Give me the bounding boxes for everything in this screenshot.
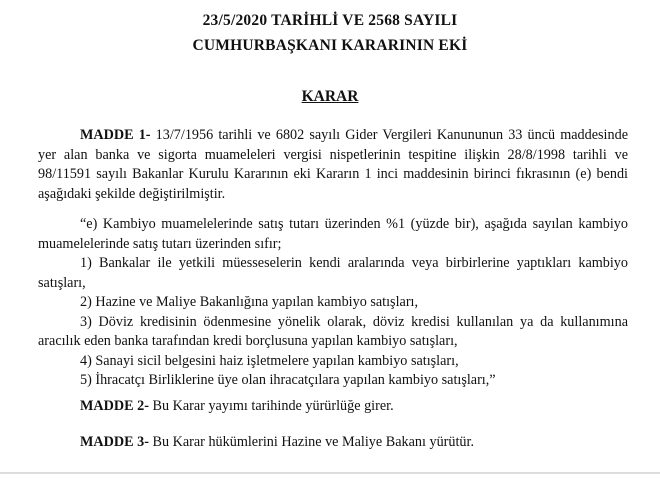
clause-item-2: 2) Hazine ve Maliye Bakanlığına yapılan kambiyo satışları, <box>80 294 419 310</box>
clause-item-4: 4) Sanayi sicil belgesini haiz işletmelere yapılan kambiyo satışları, <box>80 352 459 369</box>
clause-item-5: 5) İhracatçı Birliklerine üye olan ihracatçılara yapılan kambiyo satışları,” <box>80 372 496 388</box>
clause-item-1: 1) Bankalar ile yetkili müesseselerin kendi aralarında veya birbirlerine yaptıkları kambiyo satışları, <box>38 255 628 291</box>
page-edge-divider <box>0 472 660 474</box>
header-line-1: 23/5/2020 TARİHLİ VE 2568 SAYILI <box>202 12 458 29</box>
article-3 <box>80 434 474 451</box>
header-line-2: CUMHURBAŞKANI KARARININ EKİ <box>192 37 468 54</box>
article-1-text: 13/7/1956 tarihli ve 6802 sayılı Gider Vergileri Kanununun 33 üncü maddesinde yer alan banka ve sigorta muameleleri vergisi nispetlerinin tespitine ilişkin 28/8/1998 tarihli ve 98/11591 sayılı Bakanlar Kurulu Kararının eki Kararın 1 inci maddesinin birinci fıkrasının (e) bendi aşağıdaki şekilde değiştirilmiştir. <box>38 127 628 202</box>
clause-intro: “e) Kambiyo muamelelerinde satış tutarı üzerinden %1 (yüzde bir), aşağıda sayılan kambiyo muamelelerinde satış tutarı üzerinden sıfır; <box>38 216 628 252</box>
article-3-label: MADDE 3- <box>80 434 149 450</box>
article-2 <box>80 398 394 415</box>
amended-clause <box>38 215 628 391</box>
article-2-text: Bu Karar yayımı tarihinde yürürlüğe girer. <box>148 398 394 414</box>
article-2-label: MADDE 2- <box>80 398 149 414</box>
article-1-label: MADDE 1- <box>80 127 151 143</box>
section-heading: KARAR <box>301 88 359 105</box>
article-1 <box>38 126 628 204</box>
clause-item-3: 3) Döviz kredisinin ödenmesine yönelik olarak, döviz kredisi kullanılan ya da kullanımına aracılık eden banka tarafından kredi borçlusuna yapılan kambiyo satışları, <box>38 313 628 349</box>
article-3-text: Bu Karar hükümlerini Hazine ve Maliye Bakanı yürütür. <box>148 434 475 450</box>
